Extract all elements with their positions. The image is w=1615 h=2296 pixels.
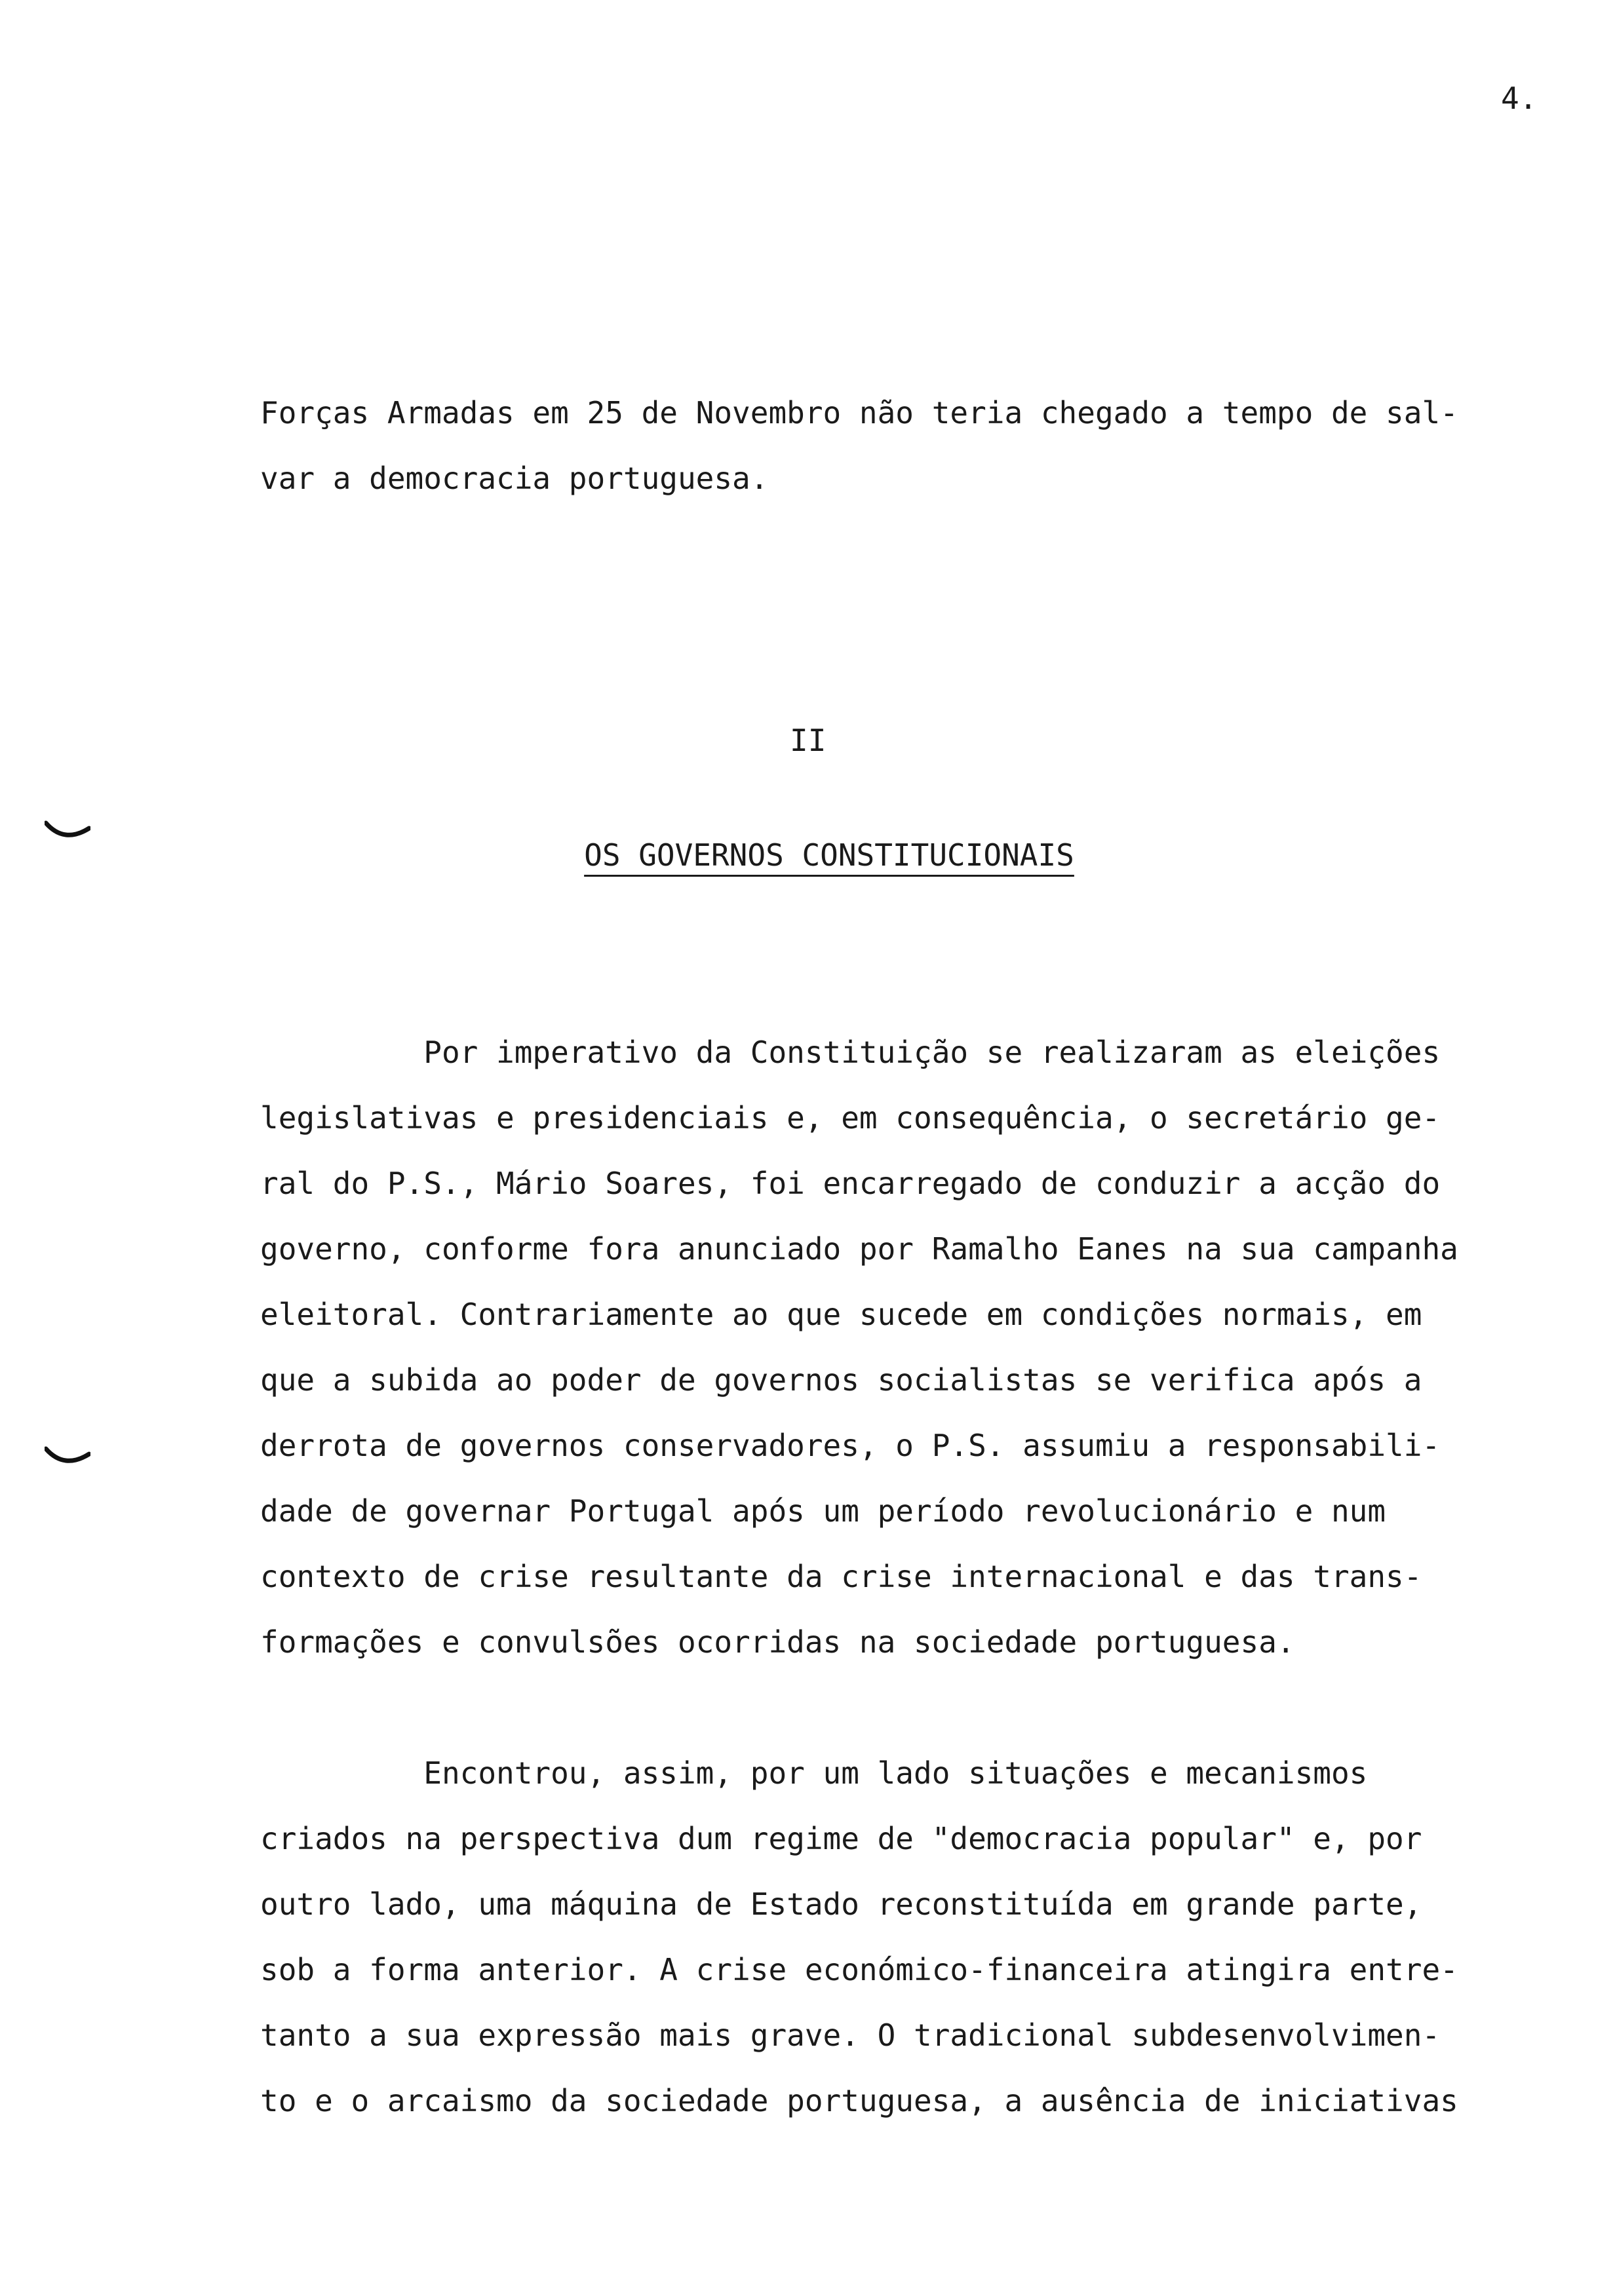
binder-hole-mark — [45, 1445, 90, 1471]
paragraph-line: formações e convulsões ocorridas na sociedade portuguesa. — [260, 1624, 1295, 1660]
paragraph-line: to e o arcaismo da sociedade portuguesa, a ausência de iniciativas — [260, 2083, 1458, 2118]
paragraph-line: Por imperativo da Constituição se realizaram as eleições — [260, 1035, 1441, 1070]
section-numeral: II — [790, 723, 827, 758]
paragraph-line: sob a forma anterior. A crise económico-financeira atingira entre- — [260, 1952, 1458, 1987]
paragraph-line: Encontrou, assim, por um lado situações e mecanismos — [260, 1755, 1368, 1791]
paragraph-line: que a subida ao poder de governos socialistas se verifica após a — [260, 1362, 1422, 1398]
paragraph-line: legislativas e presidenciais e, em consequência, o secretário ge- — [260, 1100, 1441, 1136]
paragraph-line: contexto de crise resultante da crise internacional e das trans- — [260, 1559, 1422, 1594]
paragraph-line: governo, conforme fora anunciado por Ramalho Eanes na sua campanha — [260, 1231, 1458, 1267]
section-title: OS GOVERNOS CONSTITUCIONAIS — [584, 837, 1074, 873]
paragraph-line: criados na perspectiva dum regime de "democracia popular" e, por — [260, 1821, 1422, 1856]
paragraph-line: eleitoral. Contrariamente ao que sucede em condições normais, em — [260, 1297, 1422, 1332]
intro-line: var a democracia portuguesa. — [260, 461, 769, 496]
paragraph-line: derrota de governos conservadores, o P.S. assumiu a responsabili- — [260, 1428, 1441, 1463]
paragraph-line: outro lado, uma máquina de Estado reconstituída em grande parte, — [260, 1886, 1422, 1922]
paragraph-line: tanto a sua expressão mais grave. O tradicional subdesenvolvimen- — [260, 2018, 1441, 2053]
paragraph-line: dade de governar Portugal após um período revolucionário e num — [260, 1493, 1386, 1529]
binder-hole-mark — [45, 819, 90, 845]
intro-line: Forças Armadas em 25 de Novembro não teria chegado a tempo de sal- — [260, 395, 1458, 430]
page-number: 4. — [1501, 81, 1538, 116]
paragraph-line: ral do P.S., Mário Soares, foi encarregado de conduzir a acção do — [260, 1166, 1441, 1201]
